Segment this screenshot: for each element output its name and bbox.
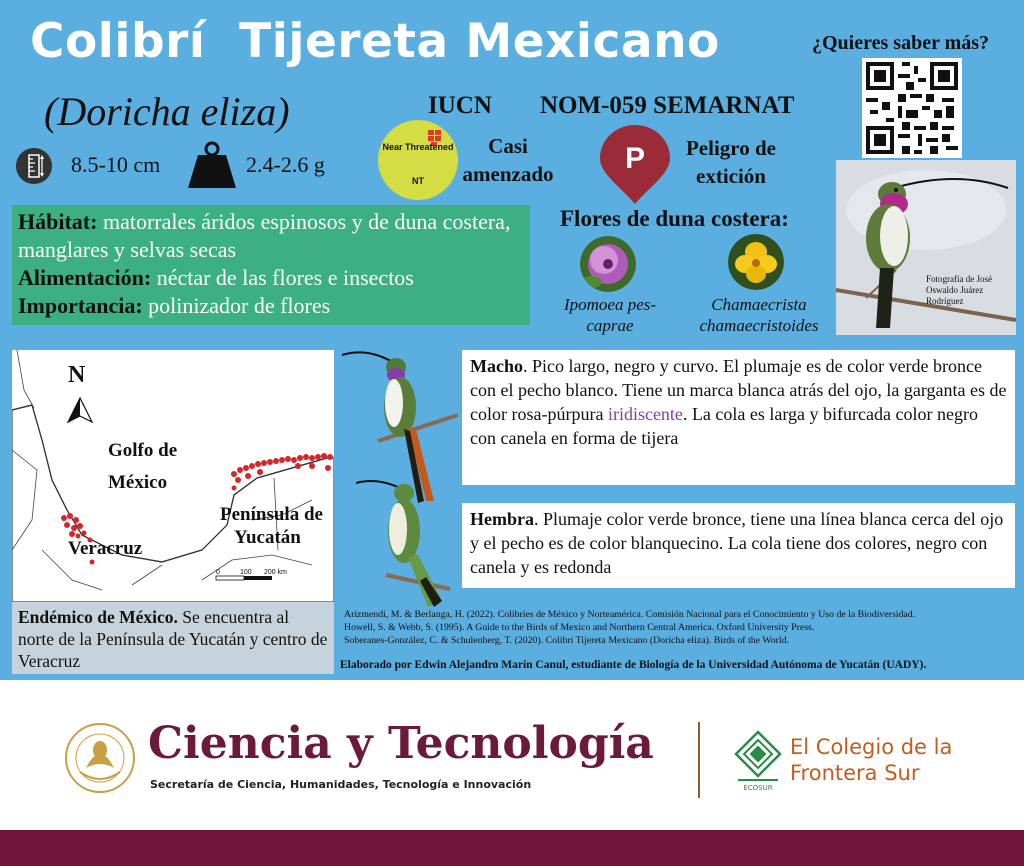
- female-text: . Plumaje color verde bronce, tiene una línea blanca cerca del ojo y el pecho es de color blanquecino. La cola tiene dos colores, negro con canela y es redonda: [470, 509, 1004, 577]
- male-description: [462, 350, 1015, 485]
- flowers-title: Flores de duna costera:: [560, 206, 789, 231]
- nom-p-marker-icon: [598, 124, 672, 206]
- male-label: Macho: [470, 356, 523, 376]
- importance-value: polinizador de flores: [142, 293, 331, 318]
- reference-item: Howell, S. & Webb, S. (1995). A Guide to the Birds of Mexico and Northern Central America. Oxford University Press.: [344, 622, 815, 633]
- nom-label: NOM-059 SEMARNAT: [540, 92, 795, 119]
- male-iridescent-word: iridiscente: [607, 404, 683, 424]
- ipomoea-flower-image: [580, 236, 636, 292]
- male-text-2: . La cola es larga y bifurcada color negro con canela en forma de tijera: [470, 404, 978, 448]
- scale-0: 0: [216, 569, 220, 576]
- endemic-label: Endémico de México.: [18, 607, 178, 627]
- ecosur-name-line2: Frontera Sur: [790, 761, 920, 785]
- bottom-bar: [0, 830, 1024, 866]
- ecosur-logo: [734, 730, 782, 784]
- ecosur-name: [790, 734, 952, 786]
- reference-item: Soberanes-González, C. & Schulenberg, T. (2020). Colibrí Tijereta Mexicano (Doricha eliza). Birds of the World.: [344, 635, 789, 646]
- photo-credit: Fotografía de José Oswaldo Juárez Rodríguez: [926, 274, 992, 306]
- distribution-map: [12, 350, 334, 602]
- scale-100: 100: [240, 569, 252, 576]
- female-description: [462, 503, 1015, 588]
- scale-200: 200 km: [264, 569, 287, 576]
- peninsula-label-line1: Península de: [220, 504, 323, 525]
- peninsula-label-line2: Yucatán: [234, 527, 301, 548]
- weight-value: 2.4-2.6 g: [246, 152, 325, 177]
- nom-status: Peligro de extición: [685, 136, 776, 188]
- iucn-nt-badge: [378, 120, 458, 200]
- importance-label: Importancia:: [18, 293, 143, 318]
- weight-icon: [186, 140, 238, 190]
- page-title: Colibrí Tijereta Mexicano: [30, 14, 720, 69]
- flower-name-ipomoea: Ipomoea pes-caprae: [563, 295, 657, 335]
- map-svg: [12, 350, 334, 602]
- secretaria-subtitle: Secretaría de Ciencia, Humanidades, Tecnología e Innovación: [150, 778, 532, 791]
- male-female-illustration: [338, 345, 458, 615]
- male-text-1: . Pico largo, negro y curvo. El plumaje es de color verde bronce con el pecho blanco. Tiene un marca blanca atrás del ojo, la garganta es de color rosa-púrpura: [470, 356, 1007, 424]
- species-info-box: [12, 205, 530, 325]
- veracruz-label: Veracruz: [68, 538, 143, 559]
- qr-prompt: ¿Quieres saber más?: [812, 32, 990, 54]
- gulf-label-line1: Golfo de: [108, 440, 178, 461]
- habitat-value: matorrales áridos espinosos y de duna costera, manglares y selvas secas: [18, 209, 511, 262]
- north-label: N: [68, 362, 86, 388]
- secretaria-title: Ciencia y Tecnología: [148, 718, 654, 769]
- footer: [0, 680, 1024, 830]
- iucn-label: IUCN: [428, 92, 492, 119]
- references: [344, 608, 1020, 647]
- female-label: Hembra: [470, 509, 534, 529]
- qr-code[interactable]: [862, 58, 962, 158]
- flower-name-chamaecrista: Chamaecrista chamaecristoides: [699, 295, 819, 335]
- habitat-label: Hábitat:: [18, 209, 98, 234]
- ecosur-name-line1: El Colegio de la: [790, 735, 953, 759]
- hummingbird-photo: [836, 160, 1016, 335]
- author-credit: Elaborado por Edwin Alejandro Marín Canul, estudiante de Biología de la Universidad Autónoma de Yucatán (UADY).: [340, 659, 927, 671]
- mexico-seal-logo: [64, 720, 136, 796]
- ecosur-short: ECOSUR: [743, 784, 773, 792]
- scientific-name: (Doricha eliza): [44, 89, 290, 134]
- iucn-status: Casi amenzado: [462, 134, 554, 186]
- nom-marker-letter: P: [624, 142, 646, 175]
- ruler-icon: [16, 148, 52, 184]
- iucn-badge-code: NT: [412, 176, 424, 186]
- food-value: néctar de las flores e insectos: [151, 265, 414, 290]
- footer-divider: [698, 722, 700, 798]
- endemic-box: [12, 602, 334, 674]
- endemic-text: Se encuentra al norte de la Península de Yucatán y centro de Veracruz: [18, 607, 328, 671]
- chamaecrista-flower-image: [728, 234, 784, 290]
- reference-item: Arizmendi, M. & Berlanga, H. (2022). Colibríes de México y Norteamérica. Comisión Nacional para el Conocimiento y Uso de la Biodiversidad.: [344, 609, 916, 620]
- iucn-badge-text: Near Threatened: [382, 142, 454, 152]
- gulf-label-line2: México: [108, 472, 168, 493]
- size-value: 8.5-10 cm: [71, 152, 161, 177]
- food-label: Alimentación:: [18, 265, 152, 290]
